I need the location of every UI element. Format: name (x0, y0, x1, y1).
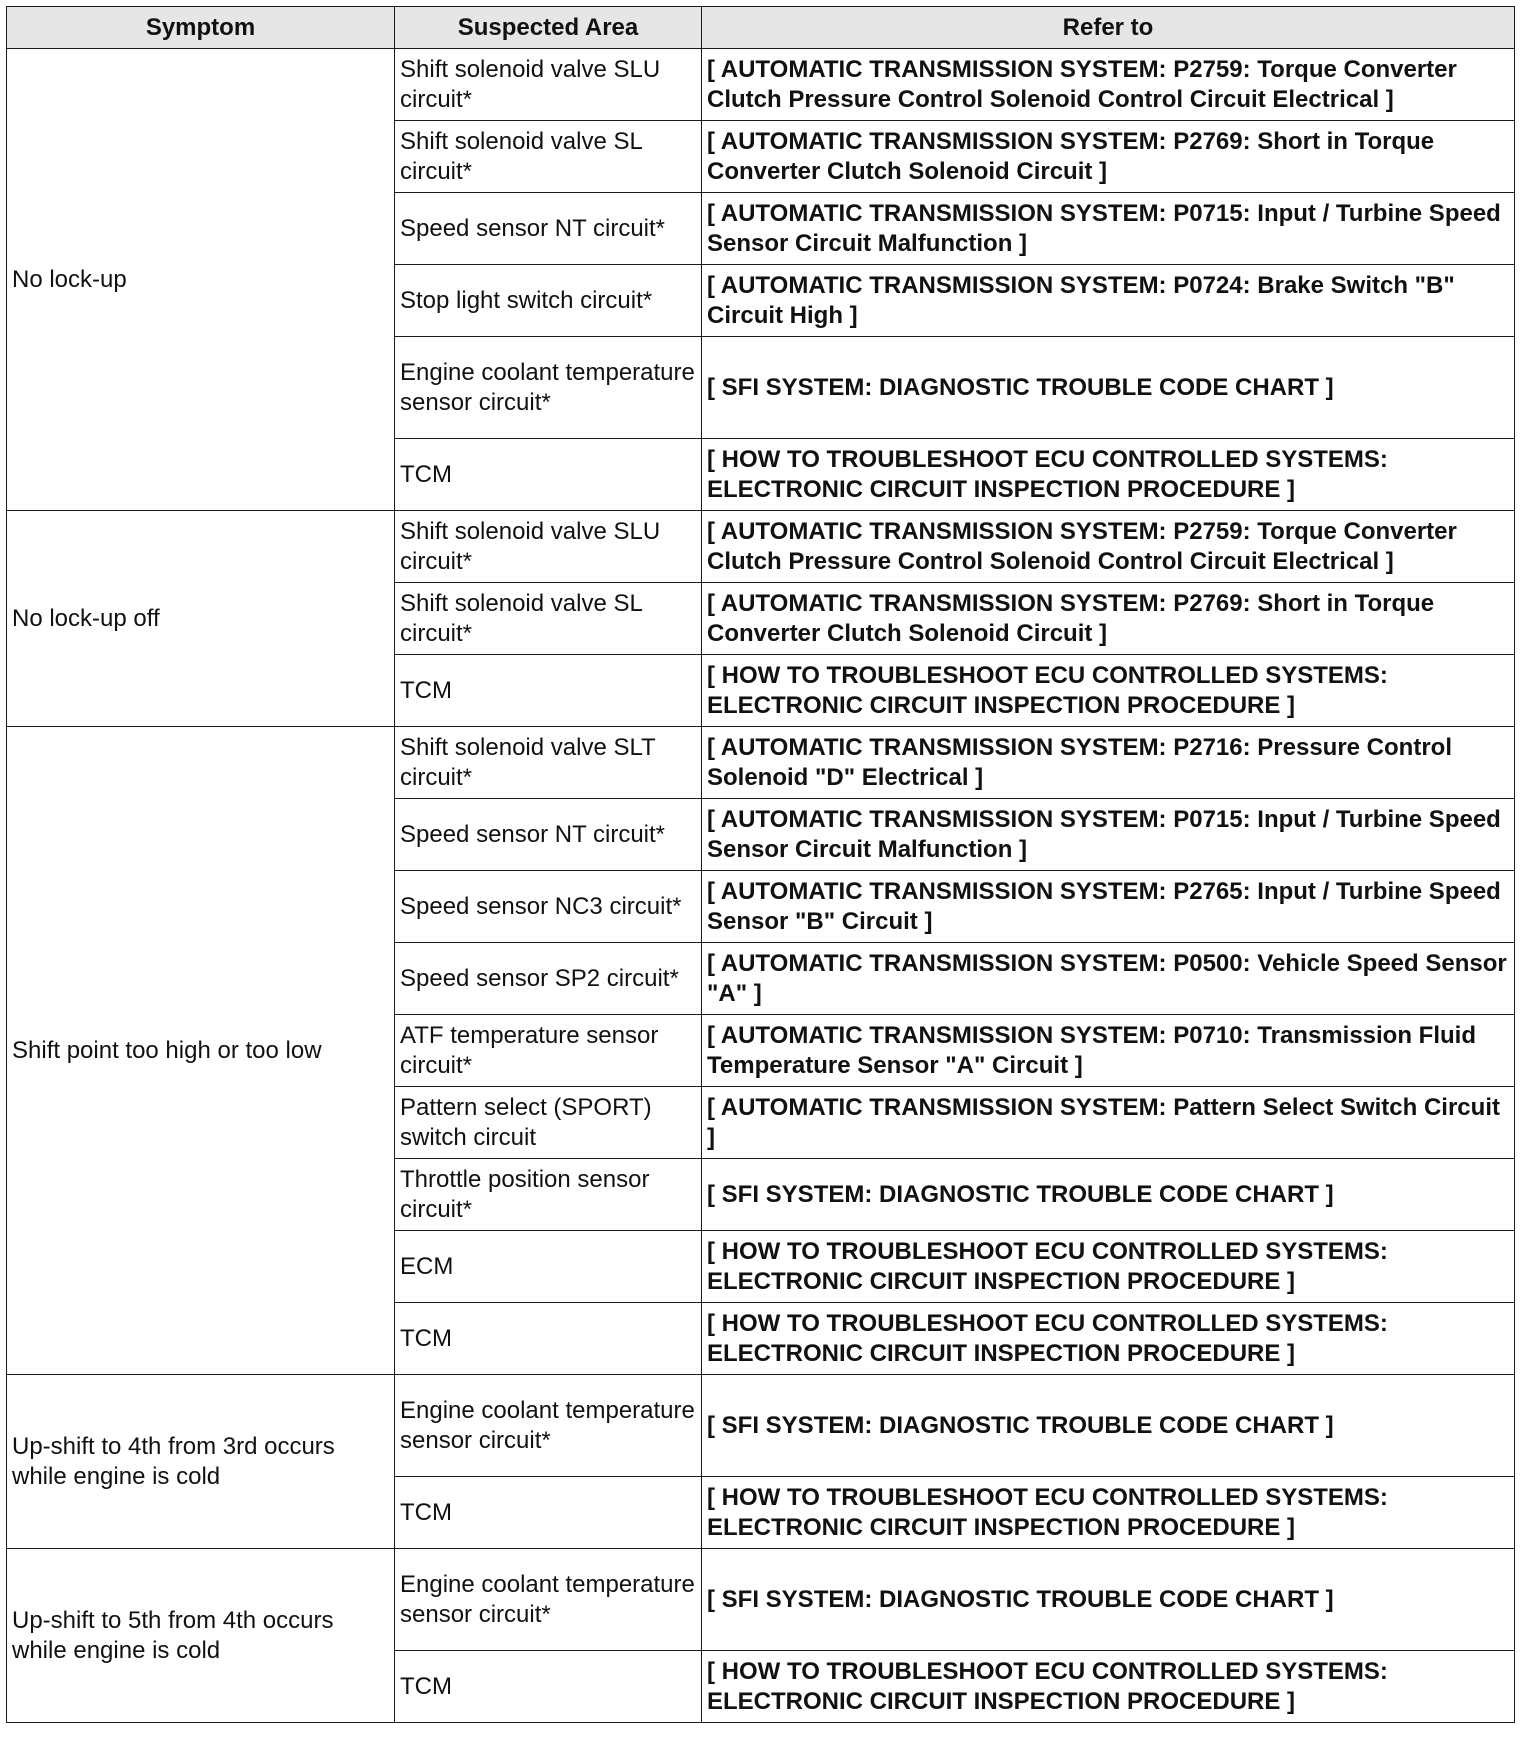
suspected-area-cell: Shift solenoid valve SLU circuit* (395, 49, 702, 121)
header-refer-to: Refer to (702, 7, 1515, 49)
table-row (7, 1375, 1515, 1477)
refer-to-cell: [ AUTOMATIC TRANSMISSION SYSTEM: P2769: Short in Torque Converter Clutch Solenoid Circuit ] (702, 583, 1515, 655)
header-symptom: Symptom (7, 7, 395, 49)
refer-to-cell: [ HOW TO TROUBLESHOOT ECU CONTROLLED SYSTEMS: ELECTRONIC CIRCUIT INSPECTION PROCEDURE ] (702, 1303, 1515, 1375)
header-row (7, 7, 1515, 49)
symptom-cell: Up-shift to 4th from 3rd occurs while engine is cold (7, 1375, 395, 1549)
refer-to-cell: [ HOW TO TROUBLESHOOT ECU CONTROLLED SYSTEMS: ELECTRONIC CIRCUIT INSPECTION PROCEDURE ] (702, 439, 1515, 511)
suspected-area-cell: Speed sensor SP2 circuit* (395, 943, 702, 1015)
refer-to-cell: [ AUTOMATIC TRANSMISSION SYSTEM: Pattern Select Switch Circuit ] (702, 1087, 1515, 1159)
refer-to-cell: [ HOW TO TROUBLESHOOT ECU CONTROLLED SYSTEMS: ELECTRONIC CIRCUIT INSPECTION PROCEDURE ] (702, 1477, 1515, 1549)
refer-to-cell: [ AUTOMATIC TRANSMISSION SYSTEM: P0710: Transmission Fluid Temperature Sensor "A" Circuit ] (702, 1015, 1515, 1087)
refer-to-cell: [ AUTOMATIC TRANSMISSION SYSTEM: P2769: Short in Torque Converter Clutch Solenoid Circuit ] (702, 121, 1515, 193)
symptom-table (6, 6, 1515, 1723)
troubleshooting-table-container (6, 6, 1514, 1723)
suspected-area-cell: Speed sensor NT circuit* (395, 193, 702, 265)
refer-to-cell: [ AUTOMATIC TRANSMISSION SYSTEM: P0500: Vehicle Speed Sensor "A" ] (702, 943, 1515, 1015)
symptom-cell: No lock-up (7, 49, 395, 511)
suspected-area-cell: Shift solenoid valve SL circuit* (395, 583, 702, 655)
suspected-area-cell: Speed sensor NC3 circuit* (395, 871, 702, 943)
symptom-cell: No lock-up off (7, 511, 395, 727)
symptom-cell: Up-shift to 5th from 4th occurs while engine is cold (7, 1549, 395, 1723)
refer-to-cell: [ AUTOMATIC TRANSMISSION SYSTEM: P0724: Brake Switch "B" Circuit High ] (702, 265, 1515, 337)
table-row (7, 1549, 1515, 1651)
suspected-area-cell: ATF temperature sensor circuit* (395, 1015, 702, 1087)
refer-to-cell: [ SFI SYSTEM: DIAGNOSTIC TROUBLE CODE CHART ] (702, 1375, 1515, 1477)
suspected-area-cell: Throttle position sensor circuit* (395, 1159, 702, 1231)
suspected-area-cell: Engine coolant temperature sensor circuit* (395, 337, 702, 439)
refer-to-cell: [ SFI SYSTEM: DIAGNOSTIC TROUBLE CODE CHART ] (702, 337, 1515, 439)
suspected-area-cell: Stop light switch circuit* (395, 265, 702, 337)
symptom-cell: Shift point too high or too low (7, 727, 395, 1375)
table-row (7, 727, 1515, 799)
table-row (7, 511, 1515, 583)
refer-to-cell: [ AUTOMATIC TRANSMISSION SYSTEM: P0715: Input / Turbine Speed Sensor Circuit Malfunction ] (702, 193, 1515, 265)
suspected-area-cell: TCM (395, 1651, 702, 1723)
refer-to-cell: [ SFI SYSTEM: DIAGNOSTIC TROUBLE CODE CHART ] (702, 1159, 1515, 1231)
refer-to-cell: [ AUTOMATIC TRANSMISSION SYSTEM: P2716: Pressure Control Solenoid "D" Electrical ] (702, 727, 1515, 799)
suspected-area-cell: Shift solenoid valve SL circuit* (395, 121, 702, 193)
header-suspected-area: Suspected Area (395, 7, 702, 49)
table-row (7, 49, 1515, 121)
refer-to-cell: [ AUTOMATIC TRANSMISSION SYSTEM: P2759: Torque Converter Clutch Pressure Control Solenoid Control Circuit Electrical ] (702, 511, 1515, 583)
refer-to-cell: [ AUTOMATIC TRANSMISSION SYSTEM: P0715: Input / Turbine Speed Sensor Circuit Malfunction ] (702, 799, 1515, 871)
suspected-area-cell: TCM (395, 439, 702, 511)
suspected-area-cell: ECM (395, 1231, 702, 1303)
suspected-area-cell: TCM (395, 655, 702, 727)
suspected-area-cell: Engine coolant temperature sensor circuit* (395, 1549, 702, 1651)
refer-to-cell: [ HOW TO TROUBLESHOOT ECU CONTROLLED SYSTEMS: ELECTRONIC CIRCUIT INSPECTION PROCEDURE ] (702, 655, 1515, 727)
refer-to-cell: [ HOW TO TROUBLESHOOT ECU CONTROLLED SYSTEMS: ELECTRONIC CIRCUIT INSPECTION PROCEDURE ] (702, 1651, 1515, 1723)
refer-to-cell: [ AUTOMATIC TRANSMISSION SYSTEM: P2765: Input / Turbine Speed Sensor "B" Circuit ] (702, 871, 1515, 943)
table-body (7, 49, 1515, 1723)
suspected-area-cell: TCM (395, 1303, 702, 1375)
suspected-area-cell: Shift solenoid valve SLT circuit* (395, 727, 702, 799)
suspected-area-cell: TCM (395, 1477, 702, 1549)
suspected-area-cell: Speed sensor NT circuit* (395, 799, 702, 871)
suspected-area-cell: Engine coolant temperature sensor circuit* (395, 1375, 702, 1477)
refer-to-cell: [ HOW TO TROUBLESHOOT ECU CONTROLLED SYSTEMS: ELECTRONIC CIRCUIT INSPECTION PROCEDURE ] (702, 1231, 1515, 1303)
suspected-area-cell: Shift solenoid valve SLU circuit* (395, 511, 702, 583)
refer-to-cell: [ SFI SYSTEM: DIAGNOSTIC TROUBLE CODE CHART ] (702, 1549, 1515, 1651)
refer-to-cell: [ AUTOMATIC TRANSMISSION SYSTEM: P2759: Torque Converter Clutch Pressure Control Solenoid Control Circuit Electrical ] (702, 49, 1515, 121)
suspected-area-cell: Pattern select (SPORT) switch circuit (395, 1087, 702, 1159)
